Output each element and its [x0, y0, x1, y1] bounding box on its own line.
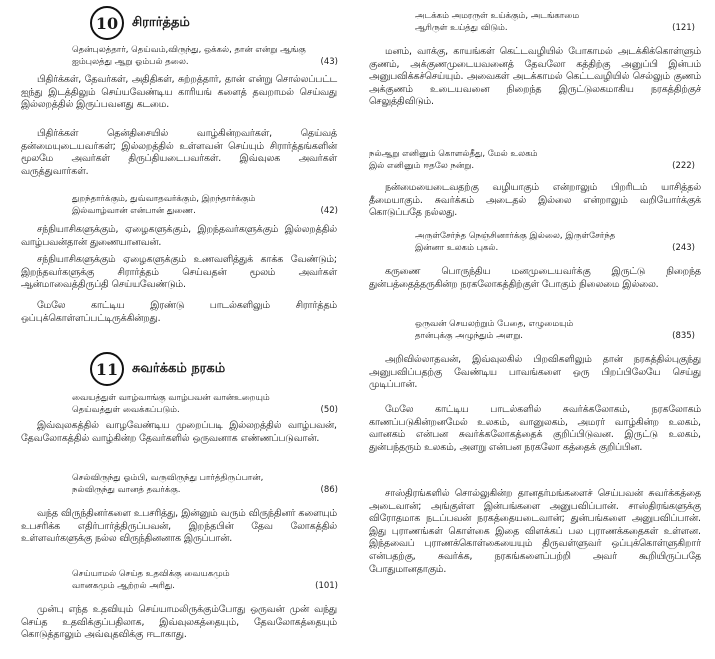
verse-222: நல்ஆறு எனினும் கொளல்தீது, மேல் உலகம் இல் எனினும் ஈதலே நன்று. (222) — [369, 149, 695, 171]
paragraph: முன்பு எந்த உதவியும் செய்யாமலிருக்கும்போது ஒருவன் முன் வந்து செய்த உதவிக்குப்பதிலாக, இவ்வுலகத்தையும், தேவலோகத்தையும் கொடுத்தாலும் அவ்வுதவிக்கு ஈடாகாது. — [21, 604, 337, 641]
paragraph: அறிவில்லாதவன், இவ்வுலகில் பிறவிகளிலும் தான் நரகத்தில்புகுந்து அனுபவிப்பதற்கு வேண்டிய பாவங்களை ஒரு பிறப்பிலேயே செய்து முடிப்பான். — [369, 354, 701, 391]
left-column — [0, 0, 357, 659]
verse-243: அருள்சேர்ந்த நெஞ்சினார்க்கு இல்லை, இருள்சேர்ந்த இன்னா உலகம் புகல். (243) — [415, 231, 695, 253]
section-11-header — [0, 352, 357, 386]
paragraph: பிதிர்க்கள் தென்திசையில் வாழ்கின்றவர்கள், தெய்வத் தன்மையுடையவர்கள்; இல்லறத்தில் உள்ளவன் செய்யும் சிரார்த்தங்களின் மூலமே அவர்கள் திருப்தியடைபவர்கள். இவ்வுலக அவர்கள் வருத்துவார்கள். — [21, 128, 337, 177]
paragraph: மனம், வாக்கு, காயங்கள் கெட்டவழியில் போகாமல் அடக்கிக்கொள்ளும் குணம், அக்குணமுடையவனைத் தேவலோ கத்திற்கு அனுப்பி இன்பம் அனுபவிக்கச்செய்யும். அவைகள் அடக்காமல் கெட்டவழியில் செல்லும் குணம் அக்குணம் உடையவனை நிறைந்த இருட்டுலகமாகிய நரகத்திற்குச் செலுத்திவிடும். — [369, 46, 701, 108]
verse-number: (243) — [672, 243, 695, 253]
section-title: சிரார்த்தம் — [132, 15, 190, 30]
verse-number: (101) — [315, 581, 338, 591]
verse-number: (121) — [672, 23, 695, 33]
section-number: 10 — [90, 6, 124, 40]
paragraph: பிதிர்க்கள், தேவர்கள், அதிதிகள், சுற்றத்தார், தான் என்று சொல்லப்பட்ட ஐந்து இடத்திலும் செய்யவேண்டிய காரியங் களைத் தவறாமல் செய்வது இல்லறத்தில் இருப்பவனது கடமை. — [21, 74, 337, 111]
paragraph: சந்நியாசிகளுக்கும், ஏழைகளுக்கும், இறந்தவர்களுக்கும் இல்லறத்தில் வாழ்பவன்தான் துணையானவன். — [21, 224, 337, 248]
paragraph: சாஸ்திரங்களில் சொல்லுகின்ற தானதர்மங்களைச் செய்பவன் சுவர்க்கத்தை அடைவான்; அங்குள்ள இன்பங்களை அனுபவிப்பான். சாஸ்திரங்களுக்கு விரோதமாக நடப்பவன் நரகத்தையடைவான்; துன்பங்களை அனுபவிப்பான். இது புராணங்கள் கொள்கை இதை விளக்கப் பல புராணக்கதைகள் உள்ளன. இந்தவைப் புராணக்கொள்கையையும் திருவள்ளுவர் ஒப்புக்கொள்ளுகிறார் என்பதற்கு, சுவர்க்க, நரகங்களைப்பற்றி அவர் கூறியிருப்பதே போதுமானதாகும். — [369, 488, 701, 575]
paragraph: கருணை பொருந்திய மனமுடையவர்க்கு இருட்டு நிறைந்த துன்பத்தைத்தருகின்ற நரகலோகத்திற்குள் போகும் நிலைமை இல்லை. — [369, 266, 701, 290]
verse-101: செய்யாமல் செய்த உதவிக்கு வையகமும் வானகமும் ஆற்றல் அரிது. (101) — [72, 569, 338, 591]
right-column — [357, 0, 715, 659]
verse-number: (86) — [320, 485, 338, 495]
verse-number: (43) — [320, 57, 338, 67]
verse-number: (222) — [672, 161, 695, 171]
paragraph: இவ்வுலகத்தில் வாழவேண்டிய முறைப்படி இல்லறத்தில் வாழ்பவன், தேவலோகத்தில் வாழ்கின்ற தேவர்களில் ஒருவனாக எண்ணப்படுவான். — [21, 420, 337, 444]
verse-42: துறந்தார்க்கும், துவ்வாதவர்க்கும், இறந்தார்க்கும் இல்வாழ்வான் என்பான் துணை. (42) — [72, 194, 338, 216]
verse-50: வையத்துள் வாழ்வாங்கு வாழ்பவன் வான்உறையும் தெய்வத்துள் வைக்கப்படும். (50) — [72, 393, 338, 415]
paragraph: சந்நியாசிகளுக்கும் ஏழைகளுக்கும் உணவளித்துக் காக்க வேண்டும்; இறந்தவர்களுக்கு சிரார்த்தம் செய்வதன் மூலம் அவர்கள் ஆன்மாவைத்திருப்தி செய்யவேண்டும். — [21, 254, 337, 291]
verse-number: (50) — [320, 405, 338, 415]
verse-121: அடக்கம் அமரருள் உய்க்கும், அடங்காமை ஆரிருள் உய்த்து விடும். (121) — [415, 11, 695, 33]
paragraph: மேலே காட்டிய பாடல்களில் சுவர்க்கலோகம், நரகலோகம் காணப்படுகின்றனமேல் உலகம், வானுலகம், அமரர் வாழ்கின்ற உலகம், வானகம் என்பன சுவர்க்கலோகத்தைக் குறிப்பிடுவன. இருட்டு உலகம், துன்பந்தரும் உலகம், அளறு என்பன நரகலோ கத்தைக் குறிப்பின. — [369, 404, 701, 453]
verse-835: ஒருவன் செயலற்றும் பேதை, எழுமையும் தான்புக்கு அழுந்தும் அளறு. (835) — [415, 319, 695, 341]
verse-number: (835) — [672, 331, 695, 341]
paragraph: மேலே காட்டிய இரண்டு பாடல்களிலும் சிரார்த்தம் ஒப்புக்கொள்ளப்பட்டிருக்கின்றது. — [21, 300, 337, 324]
paragraph: வந்த விருந்தினர்களை உபசரித்து, இன்னும் வரும் விருந்தினர் களையும் உபசரிக்க எதிர்பார்த்திருப்பவன், இறந்தபின் தேவ லோகத்தில் உள்ளவர்களுக்கு நல்ல விருந்தினனாக இருப்பான். — [21, 508, 337, 545]
verse-number: (42) — [320, 206, 338, 216]
section-number: 11 — [90, 352, 124, 386]
section-title: சுவர்க்கம் நரகம் — [132, 361, 226, 376]
verse-43: தென்புலத்தார், தெய்வம்,விருந்து, ஒக்கல், தான் என்று ஆங்கு ஐம்புலத்து ஆறு ஓம்பல் தலை. (43) — [72, 45, 338, 67]
section-10-header — [0, 6, 357, 40]
verse-86: செல்விருந்து ஓம்பி, வருவிருந்து பார்த்திருப்பான், நல்விருந்து வானத் தவர்க்கு. (86) — [72, 473, 338, 495]
paragraph: நன்மையைடைவதற்கு வழியாகும் என்றாலும் பிறரிடம் யாசித்தல் தீமையாகும். சுவர்க்கம் அடைதல் இல்லை என்றாலும் வறியோர்க்குக் கொடுப்பதே நல்லது. — [369, 182, 701, 219]
